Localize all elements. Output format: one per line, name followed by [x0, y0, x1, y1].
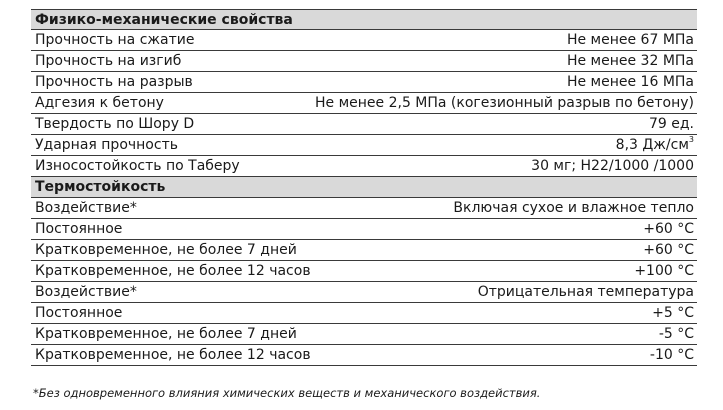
row-label: Прочность на изгиб — [35, 53, 182, 69]
section-title: Термостойкость — [35, 179, 166, 195]
table-row — [31, 156, 697, 177]
table-row — [31, 261, 697, 282]
row-label: Твердость по Шору D — [35, 116, 195, 132]
section-header-physical-mechanical — [31, 9, 697, 30]
row-label: Кратковременное, не более 7 дней — [35, 326, 297, 342]
table-row — [31, 30, 697, 51]
row-label: Воздействие* — [35, 200, 137, 216]
row-value: +60 °C — [643, 242, 694, 258]
row-value: Не менее 2,5 МПа (когезионный разрыв по бетону) — [314, 95, 694, 111]
superscript: 3 — [688, 135, 694, 144]
row-value: -5 °C — [658, 326, 694, 342]
table-row — [31, 240, 697, 261]
row-value: Отрицательная температура — [477, 284, 694, 300]
table-row — [31, 282, 697, 303]
row-value: 8,3 Дж/см — [615, 137, 689, 153]
table-row — [31, 135, 697, 156]
row-value: Не менее 32 МПа — [566, 53, 694, 69]
row-value: 30 мг; H22/1000 /1000 — [531, 158, 694, 174]
row-label: Кратковременное, не более 12 часов — [35, 347, 311, 363]
row-label: Прочность на разрыв — [35, 74, 193, 90]
row-label: Постоянное — [35, 221, 123, 237]
table-row — [31, 114, 697, 135]
row-label: Износостойкость по Таберу — [35, 158, 240, 174]
row-value-with-superscript — [616, 137, 694, 153]
properties-table — [31, 9, 697, 366]
row-value: Не менее 67 МПа — [566, 32, 694, 48]
section-title: Физико-механические свойства — [35, 11, 293, 28]
table-row — [31, 198, 697, 219]
row-label: Постоянное — [35, 305, 123, 321]
row-label: Ударная прочность — [35, 137, 178, 153]
row-value: +100 °C — [634, 263, 694, 279]
row-label: Кратковременное, не более 7 дней — [35, 242, 297, 258]
row-label: Воздействие* — [35, 284, 137, 300]
table-row — [31, 345, 697, 366]
row-label: Кратковременное, не более 12 часов — [35, 263, 311, 279]
footnote: *Без одновременного влияния химических веществ и механического воздействия. — [33, 386, 541, 400]
section-header-heat-resistance — [31, 177, 697, 198]
table-row — [31, 93, 697, 114]
row-value: +60 °C — [643, 221, 694, 237]
table-row — [31, 51, 697, 72]
row-value: +5 °C — [652, 305, 694, 321]
table-row — [31, 72, 697, 93]
row-value: 79 ед. — [648, 116, 694, 132]
row-label: Адгезия к бетону — [35, 95, 164, 111]
row-value: Включая сухое и влажное тепло — [453, 200, 694, 216]
table-row — [31, 303, 697, 324]
row-value: Не менее 16 МПа — [566, 74, 694, 90]
table-row — [31, 324, 697, 345]
row-label: Прочность на сжатие — [35, 32, 195, 48]
row-value: -10 °C — [649, 347, 694, 363]
table-row — [31, 219, 697, 240]
